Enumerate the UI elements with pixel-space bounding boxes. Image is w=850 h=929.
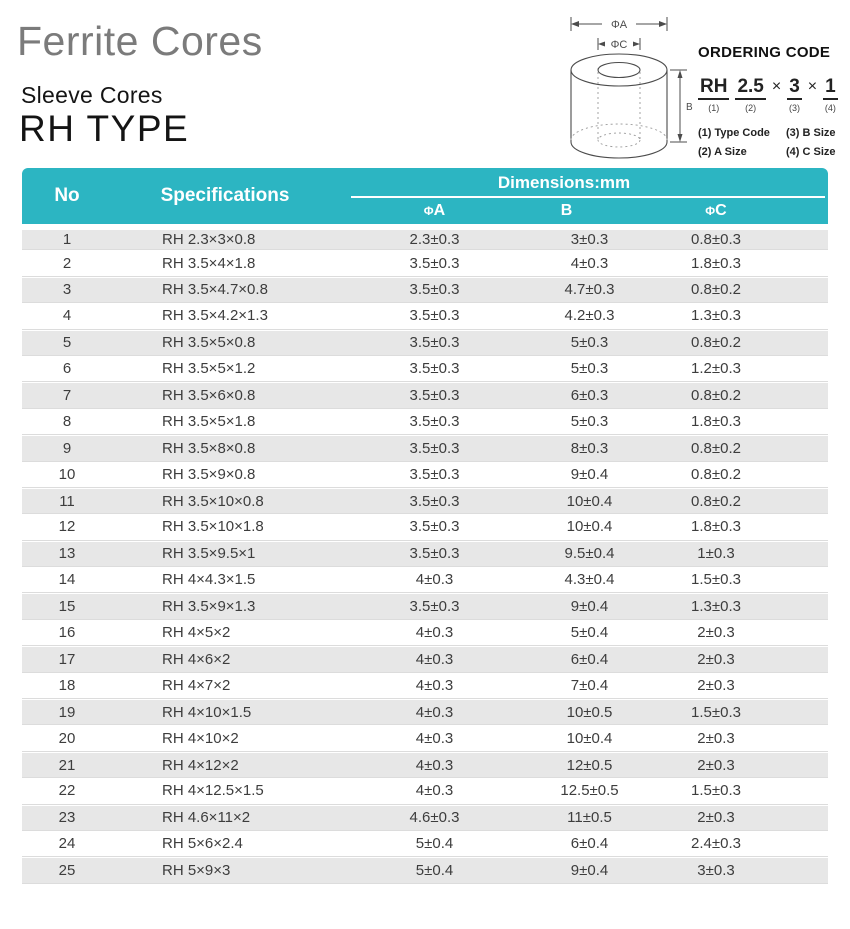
cell-specification: RH 3.5×9×1.3: [112, 593, 348, 619]
cell-phi-a: 3.5±0.3: [348, 277, 521, 303]
cell-phi-a: 3.5±0.3: [348, 409, 521, 435]
table-body: [22, 224, 828, 884]
cell-phi-c: 1.8±0.3: [658, 409, 828, 435]
cell-phi-c: 1.8±0.3: [658, 250, 828, 276]
cell-phi-c: 0.8±0.2: [658, 330, 828, 356]
cell-phi-a: 4±0.3: [348, 752, 521, 778]
cell-b: 5±0.3: [521, 330, 658, 356]
cell-no: 2: [22, 250, 112, 276]
cell-specification: RH 3.5×5×0.8: [112, 330, 348, 356]
table-row: [22, 224, 828, 250]
cell-specification: RH 4.6×11×2: [112, 805, 348, 831]
cell-phi-a: 4±0.3: [348, 725, 521, 751]
legend-a-size: (2) A Size: [698, 146, 747, 158]
cell-phi-a: 3.5±0.3: [348, 593, 521, 619]
table-row: [22, 488, 828, 514]
column-header-no: No: [22, 168, 112, 224]
cell-specification: RH 3.5×9×0.8: [112, 462, 348, 488]
cell-phi-c: 0.8±0.2: [658, 488, 828, 514]
cell-b: 4.2±0.3: [521, 303, 658, 329]
cell-no: 7: [22, 382, 112, 408]
cell-b: 9±0.4: [521, 593, 658, 619]
cell-phi-a: 3.5±0.3: [348, 488, 521, 514]
cell-specification: RH 3.5×8×0.8: [112, 435, 348, 461]
page-header: [0, 0, 850, 168]
sleeve-core-diagram: [556, 4, 706, 164]
column-header-dimensions: Dimensions:mm: [348, 168, 828, 198]
table-row: [22, 620, 828, 646]
cell-phi-a: 4±0.3: [348, 778, 521, 804]
table-row: [22, 778, 828, 804]
cell-no: 19: [22, 699, 112, 725]
cell-phi-a: 3.5±0.3: [348, 435, 521, 461]
cell-no: 3: [22, 277, 112, 303]
legend-c-size: (4) C Size: [786, 146, 836, 158]
table-row: [22, 593, 828, 619]
cell-b: 9.5±0.4: [521, 541, 658, 567]
cell-specification: RH 4×5×2: [112, 620, 348, 646]
dim-label-b: B: [686, 102, 693, 113]
cell-phi-c: 2±0.3: [658, 725, 828, 751]
column-header-specifications: Specifications: [112, 168, 348, 224]
cell-phi-a: 3.5±0.3: [348, 462, 521, 488]
table-row: [22, 462, 828, 488]
multiply-sign: ×: [771, 78, 782, 95]
table-row: [22, 303, 828, 329]
ordering-code-heading: ORDERING CODE: [698, 44, 831, 61]
cell-specification: RH 3.5×4×1.8: [112, 250, 348, 276]
cell-phi-a: 3.5±0.3: [348, 303, 521, 329]
cell-no: 8: [22, 409, 112, 435]
cell-phi-a: 3.5±0.3: [348, 250, 521, 276]
page-title: Ferrite Cores: [17, 18, 263, 64]
cell-no: 13: [22, 541, 112, 567]
cell-b: 7±0.4: [521, 673, 658, 699]
cell-phi-c: 1±0.3: [658, 541, 828, 567]
cell-phi-c: 3±0.3: [658, 857, 828, 883]
multiply-sign: ×: [807, 78, 818, 95]
cell-phi-a: 4±0.3: [348, 646, 521, 672]
cell-specification: RH 4×10×2: [112, 725, 348, 751]
cell-phi-c: 1.5±0.3: [658, 567, 828, 593]
cell-b: 4.3±0.4: [521, 567, 658, 593]
table-row: [22, 541, 828, 567]
cell-specification: RH 2.3×3×0.8: [112, 224, 348, 250]
table-row: [22, 699, 828, 725]
ordering-code-example: [698, 76, 848, 113]
cell-phi-a: 4±0.3: [348, 620, 521, 646]
cell-no: 1: [22, 224, 112, 250]
cell-b: 3±0.3: [521, 224, 658, 250]
table-row: [22, 277, 828, 303]
cell-phi-c: 1.5±0.3: [658, 699, 828, 725]
table-row: [22, 356, 828, 382]
column-header-phi-c: ΦC: [658, 198, 828, 224]
cell-phi-c: 2±0.3: [658, 620, 828, 646]
dim-label-phi-a: ΦA: [610, 19, 628, 31]
cell-no: 15: [22, 593, 112, 619]
cell-no: 22: [22, 778, 112, 804]
table-row: [22, 857, 828, 883]
cell-phi-c: 2±0.3: [658, 805, 828, 831]
cell-b: 12±0.5: [521, 752, 658, 778]
cell-specification: RH 3.5×10×0.8: [112, 488, 348, 514]
cell-phi-c: 1.8±0.3: [658, 514, 828, 540]
cell-no: 4: [22, 303, 112, 329]
dim-label-phi-c: ΦC: [610, 39, 628, 51]
table-header: [22, 168, 828, 224]
table-row: [22, 805, 828, 831]
cell-no: 21: [22, 752, 112, 778]
cell-phi-a: 3.5±0.3: [348, 382, 521, 408]
cell-phi-a: 3.5±0.3: [348, 330, 521, 356]
type-heading: RH TYPE: [19, 108, 190, 149]
cell-specification: RH 3.5×4.2×1.3: [112, 303, 348, 329]
cell-no: 14: [22, 567, 112, 593]
cell-b: 12.5±0.5: [521, 778, 658, 804]
cell-no: 18: [22, 673, 112, 699]
cell-b: 4.7±0.3: [521, 277, 658, 303]
cell-no: 20: [22, 725, 112, 751]
column-header-phi-a: ΦA: [348, 198, 521, 224]
legend-type-code: (1) Type Code: [698, 127, 770, 139]
cell-b: 6±0.3: [521, 382, 658, 408]
code-part-a-size: 2.5 (2): [737, 76, 764, 113]
cell-b: 5±0.4: [521, 620, 658, 646]
table-row: [22, 646, 828, 672]
cell-specification: RH 3.5×4.7×0.8: [112, 277, 348, 303]
cell-no: 16: [22, 620, 112, 646]
cell-phi-c: 2±0.3: [658, 646, 828, 672]
cell-specification: RH 4×12.5×1.5: [112, 778, 348, 804]
cell-no: 25: [22, 857, 112, 883]
cell-b: 6±0.4: [521, 831, 658, 857]
cell-phi-a: 3.5±0.3: [348, 541, 521, 567]
cell-specification: RH 3.5×5×1.2: [112, 356, 348, 382]
cell-phi-c: 1.3±0.3: [658, 303, 828, 329]
cell-specification: RH 4×7×2: [112, 673, 348, 699]
code-part-b-size: 3 (3): [789, 76, 800, 113]
code-part-type: RH (1): [700, 76, 728, 113]
cell-no: 17: [22, 646, 112, 672]
cell-phi-c: 0.8±0.3: [658, 224, 828, 250]
cell-specification: RH 4×12×2: [112, 752, 348, 778]
cell-b: 5±0.3: [521, 356, 658, 382]
cell-b: 10±0.4: [521, 514, 658, 540]
cell-phi-c: 2±0.3: [658, 752, 828, 778]
cell-no: 12: [22, 514, 112, 540]
cell-b: 8±0.3: [521, 435, 658, 461]
cell-specification: RH 4×4.3×1.5: [112, 567, 348, 593]
cell-no: 9: [22, 435, 112, 461]
cell-b: 5±0.3: [521, 409, 658, 435]
cell-phi-c: 0.8±0.2: [658, 435, 828, 461]
table-row: [22, 409, 828, 435]
cell-no: 5: [22, 330, 112, 356]
table-row: [22, 382, 828, 408]
cell-phi-c: 1.5±0.3: [658, 778, 828, 804]
legend-b-size: (3) B Size: [786, 127, 836, 139]
table-row: [22, 514, 828, 540]
cell-specification: RH 5×9×3: [112, 857, 348, 883]
cell-phi-a: 3.5±0.3: [348, 514, 521, 540]
page-subtitle: Sleeve Cores: [21, 82, 163, 108]
table-row: [22, 831, 828, 857]
cell-specification: RH 4×10×1.5: [112, 699, 348, 725]
cell-no: 11: [22, 488, 112, 514]
cell-no: 23: [22, 805, 112, 831]
cell-phi-c: 0.8±0.2: [658, 462, 828, 488]
cell-b: 9±0.4: [521, 857, 658, 883]
cell-phi-c: 2.4±0.3: [658, 831, 828, 857]
cell-specification: RH 5×6×2.4: [112, 831, 348, 857]
cell-phi-a: 4.6±0.3: [348, 805, 521, 831]
cell-b: 6±0.4: [521, 646, 658, 672]
cell-phi-c: 2±0.3: [658, 673, 828, 699]
cell-b: 11±0.5: [521, 805, 658, 831]
cell-phi-c: 0.8±0.2: [658, 382, 828, 408]
ordering-code-legend: [698, 127, 848, 158]
cell-specification: RH 3.5×10×1.8: [112, 514, 348, 540]
cell-phi-a: 5±0.4: [348, 857, 521, 883]
cell-specification: RH 4×6×2: [112, 646, 348, 672]
cell-b: 10±0.4: [521, 488, 658, 514]
table-row: [22, 250, 828, 276]
ordering-code-section: [698, 44, 848, 158]
table-row: [22, 435, 828, 461]
code-part-c-size: 1 (4): [824, 76, 836, 113]
cell-phi-a: 4±0.3: [348, 567, 521, 593]
cell-phi-a: 4±0.3: [348, 673, 521, 699]
cell-phi-a: 3.5±0.3: [348, 356, 521, 382]
cell-specification: RH 3.5×9.5×1: [112, 541, 348, 567]
cell-phi-c: 1.3±0.3: [658, 593, 828, 619]
cell-b: 4±0.3: [521, 250, 658, 276]
table-row: [22, 725, 828, 751]
table-row: [22, 673, 828, 699]
cell-b: 9±0.4: [521, 462, 658, 488]
cell-no: 6: [22, 356, 112, 382]
cell-phi-c: 0.8±0.2: [658, 277, 828, 303]
cell-no: 24: [22, 831, 112, 857]
cell-no: 10: [22, 462, 112, 488]
cell-b: 10±0.5: [521, 699, 658, 725]
cell-specification: RH 3.5×5×1.8: [112, 409, 348, 435]
cell-b: 10±0.4: [521, 725, 658, 751]
column-header-b: B: [521, 198, 658, 224]
table-row: [22, 567, 828, 593]
table-row: [22, 330, 828, 356]
cell-phi-c: 1.2±0.3: [658, 356, 828, 382]
cell-phi-a: 2.3±0.3: [348, 224, 521, 250]
cell-phi-a: 5±0.4: [348, 831, 521, 857]
cell-specification: RH 3.5×6×0.8: [112, 382, 348, 408]
cell-phi-a: 4±0.3: [348, 699, 521, 725]
table-row: [22, 752, 828, 778]
specifications-table: [22, 168, 828, 884]
